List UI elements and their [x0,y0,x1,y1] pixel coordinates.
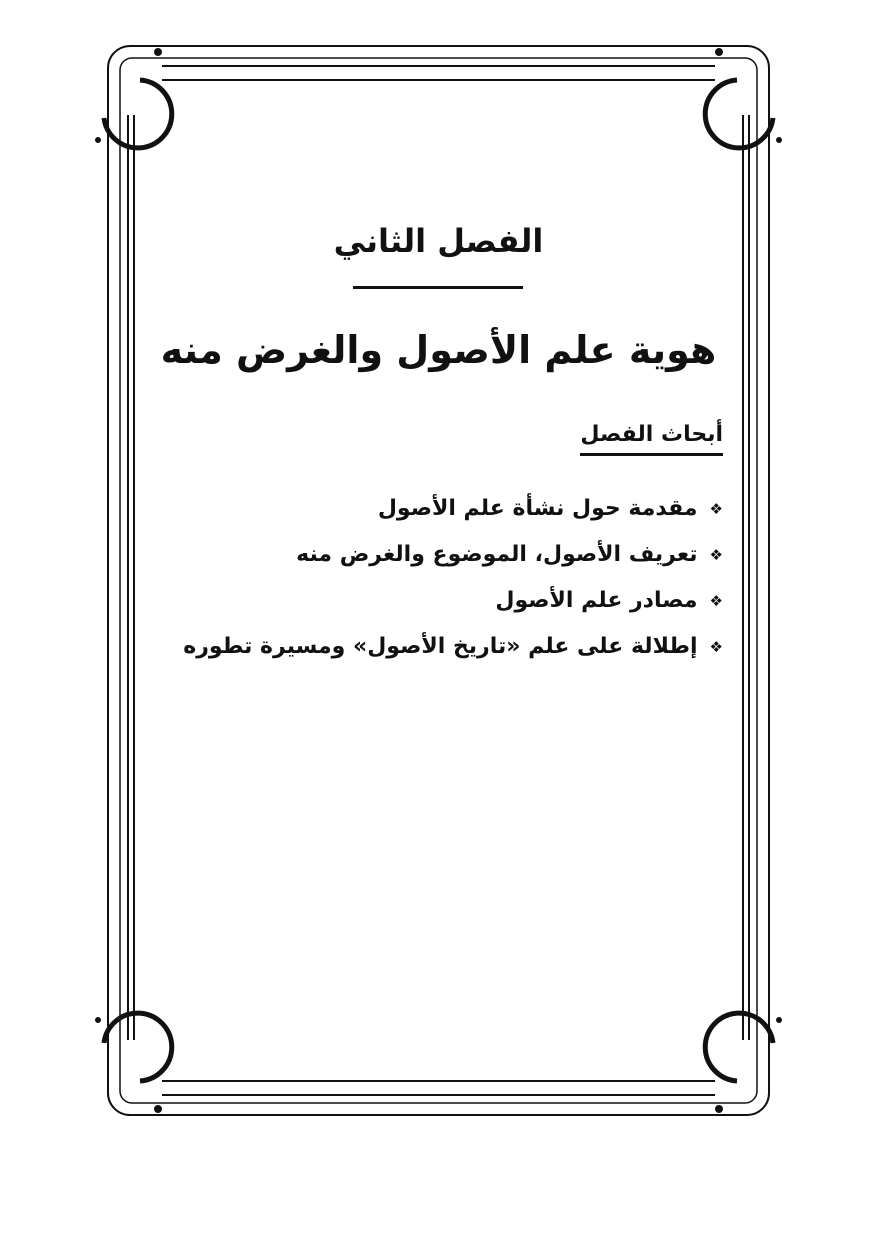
chapter-title: هوية علم الأصول والغرض منه [160,328,717,372]
diamond-bullet-icon: ❖ [709,500,723,518]
chapter-label: الفصل الثاني [333,222,544,260]
topic-text: مصادر علم الأصول [495,588,698,613]
list-item [163,578,723,624]
topic-list [163,486,723,670]
list-item [163,532,723,578]
list-item [163,486,723,532]
topic-text: تعريف الأصول، الموضوع والغرض منه [296,542,698,567]
diamond-bullet-icon: ❖ [709,592,723,610]
diamond-bullet-icon: ❖ [709,546,723,564]
topic-text: إطلالة على علم «تاريخ الأصول» ومسيرة تطوره [183,634,698,659]
topic-text: مقدمة حول نشأة علم الأصول [377,496,698,521]
chapter-divider [353,286,523,289]
list-item [163,624,723,670]
sections-heading: أبحاث الفصل [580,422,723,456]
diamond-bullet-icon: ❖ [709,638,723,656]
